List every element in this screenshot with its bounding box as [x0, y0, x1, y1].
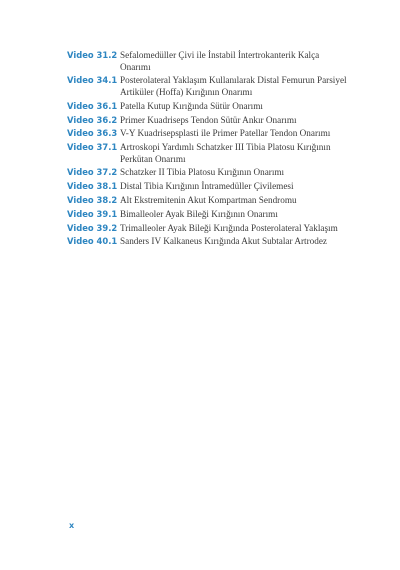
- video-entry-37-2: [67, 167, 347, 179]
- video-title: Bimalleoler Ayak Bileği Kırığının Onarımı: [120, 208, 278, 219]
- video-title: Trimalleoler Ayak Bileği Kırığında Posterolateral Yaklaşım: [120, 222, 338, 233]
- video-label: Video 40.1: [67, 236, 118, 247]
- video-entry-34-1: [67, 75, 347, 98]
- video-title: Sanders IV Kalkaneus Kırığında Akut Subtalar Artrodez: [120, 236, 328, 247]
- video-entry-36-3: [67, 128, 347, 140]
- video-entry-36-1: [67, 101, 347, 113]
- video-entry-37-1: [67, 142, 347, 165]
- video-title: Artroskopi Yardımlı Schatzker III Tibia Platosu Kırığının Perkütan Onarımı: [120, 142, 331, 164]
- video-title: Alt Ekstremitenin Akut Kompartman Sendromu: [120, 195, 297, 206]
- video-entry-39-2: [67, 223, 347, 235]
- video-title: Posterolateral Yaklaşım Kullanılarak Distal Femurun Parsiyel Artiküler (Hoffa) Kırığının Onarımı: [120, 75, 347, 97]
- video-label: Video 37.2: [67, 167, 118, 178]
- video-title: V-Y Kuadrisepsplasti ile Primer Patellar Tendon Onarımı: [120, 128, 331, 139]
- video-label: Video 39.1: [67, 208, 118, 219]
- video-list: [67, 50, 347, 250]
- video-entry-31-2: [67, 50, 347, 73]
- video-label: Video 38.2: [67, 195, 118, 206]
- video-label: Video 38.1: [67, 181, 118, 192]
- video-label: Video 36.2: [67, 114, 118, 125]
- video-entry-38-2: [67, 195, 347, 207]
- video-entry-39-1: [67, 209, 347, 221]
- video-title: Sefalomedüller Çivi ile İnstabil İntertrokanterik Kalça Onarımı: [120, 50, 320, 72]
- video-label: Video 37.1: [67, 142, 118, 153]
- video-label: Video 36.1: [67, 100, 118, 111]
- video-entry-38-1: [67, 181, 347, 193]
- video-label: Video 39.2: [67, 222, 118, 233]
- page-number: x: [69, 521, 75, 530]
- video-label: Video 36.3: [67, 128, 118, 139]
- video-label: Video 31.2: [67, 50, 118, 60]
- video-entry-40-1: [67, 236, 347, 248]
- video-title: Primer Kuadriseps Tendon Sütür Ankır Onarımı: [120, 114, 297, 125]
- video-label: Video 34.1: [67, 75, 118, 86]
- video-title: Schatzker II Tibia Platosu Kırığının Onarımı: [120, 167, 285, 178]
- video-title: Distal Tibia Kırığının İntramedüller Çivilemesi: [120, 181, 294, 192]
- video-entry-36-2: [67, 115, 347, 127]
- video-title: Patella Kutup Kırığında Sütür Onarımı: [120, 100, 263, 111]
